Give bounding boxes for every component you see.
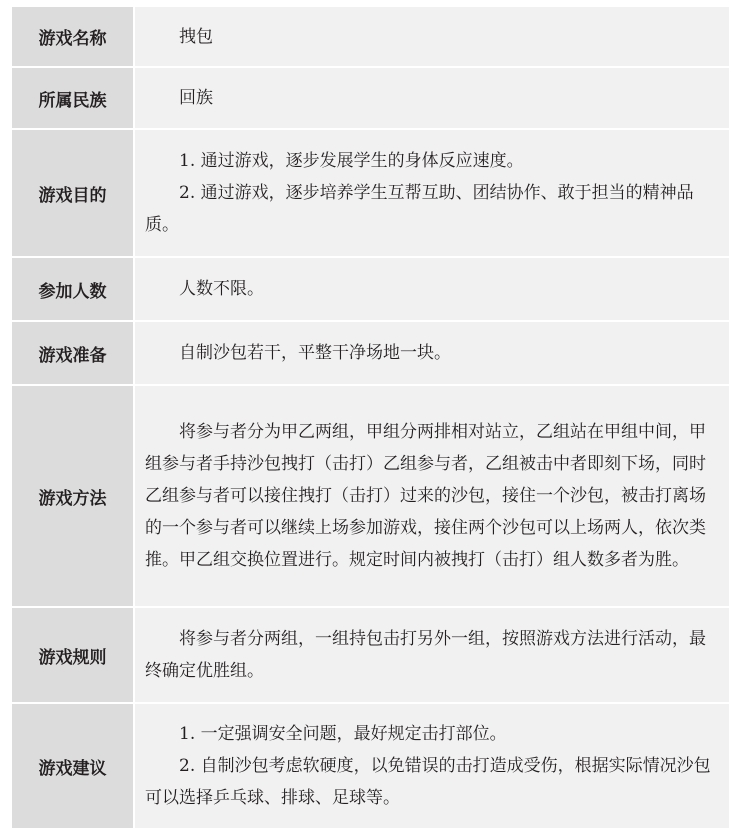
- paragraph: 将参与者分两组，一组持包击打另外一组，按照游戏方法进行活动，最终确定优胜组。: [145, 629, 706, 681]
- value-game-purpose: [134, 129, 729, 257]
- value-participants: [134, 257, 729, 321]
- paragraph: 1. 通过游戏，逐步发展学生的身体反应速度。: [179, 151, 524, 171]
- label-suggestions: 游戏建议: [12, 703, 134, 829]
- table-row-method: [12, 385, 729, 607]
- value-rules: [134, 607, 729, 703]
- paragraph: 2. 通过游戏，逐步培养学生互帮互助、团结协作、敢于担当的精神品质。: [145, 183, 694, 235]
- label-game-name: 游戏名称: [12, 7, 134, 67]
- table-row-suggestions: [12, 703, 729, 829]
- value-method: [134, 385, 729, 607]
- value-suggestions: [134, 703, 729, 829]
- label-method: 游戏方法: [12, 385, 134, 607]
- paragraph: 人数不限。: [179, 279, 264, 299]
- paragraph: 1. 一定强调安全问题，最好规定击打部位。: [179, 724, 507, 744]
- paragraph: 自制沙包若干，平整干净场地一块。: [179, 343, 451, 363]
- label-rules: 游戏规则: [12, 607, 134, 703]
- label-ethnic-group: 所属民族: [12, 67, 134, 129]
- game-info-table: [12, 7, 729, 830]
- table-row-participants: [12, 257, 729, 321]
- paragraph: 拽包: [179, 26, 213, 47]
- value-game-name: [134, 7, 729, 67]
- paragraph: 将参与者分为甲乙两组，甲组分两排相对站立，乙组站在甲组中间，甲组参与者手持沙包拽打（击打）乙组参与者，乙组被击中者即刻下场，同时乙组参与者可以接住拽打（击打）过来的沙包，接住一个沙包，被击打离场的一个参与者可以继续上场参加游戏，接住两个沙包可以上场两人，依次类推。甲乙组交换位置进行。规定时间内被拽打（击打）组人数多者为胜。: [145, 422, 706, 570]
- paragraph: 回族: [179, 88, 213, 108]
- table-row-game-purpose: [12, 129, 729, 257]
- paragraph: 2. 自制沙包考虑软硬度，以免错误的击打造成受伤，根据实际情况沙包可以选择乒乓球、排球、足球等。: [145, 756, 711, 808]
- label-participants: 参加人数: [12, 257, 134, 321]
- table-row-game-name: [12, 7, 729, 67]
- label-preparation: 游戏准备: [12, 321, 134, 385]
- value-ethnic-group: [134, 67, 729, 129]
- value-preparation: [134, 321, 729, 385]
- table-row-ethnic-group: [12, 67, 729, 129]
- label-game-purpose: 游戏目的: [12, 129, 134, 257]
- table-row-preparation: [12, 321, 729, 385]
- table-row-rules: [12, 607, 729, 703]
